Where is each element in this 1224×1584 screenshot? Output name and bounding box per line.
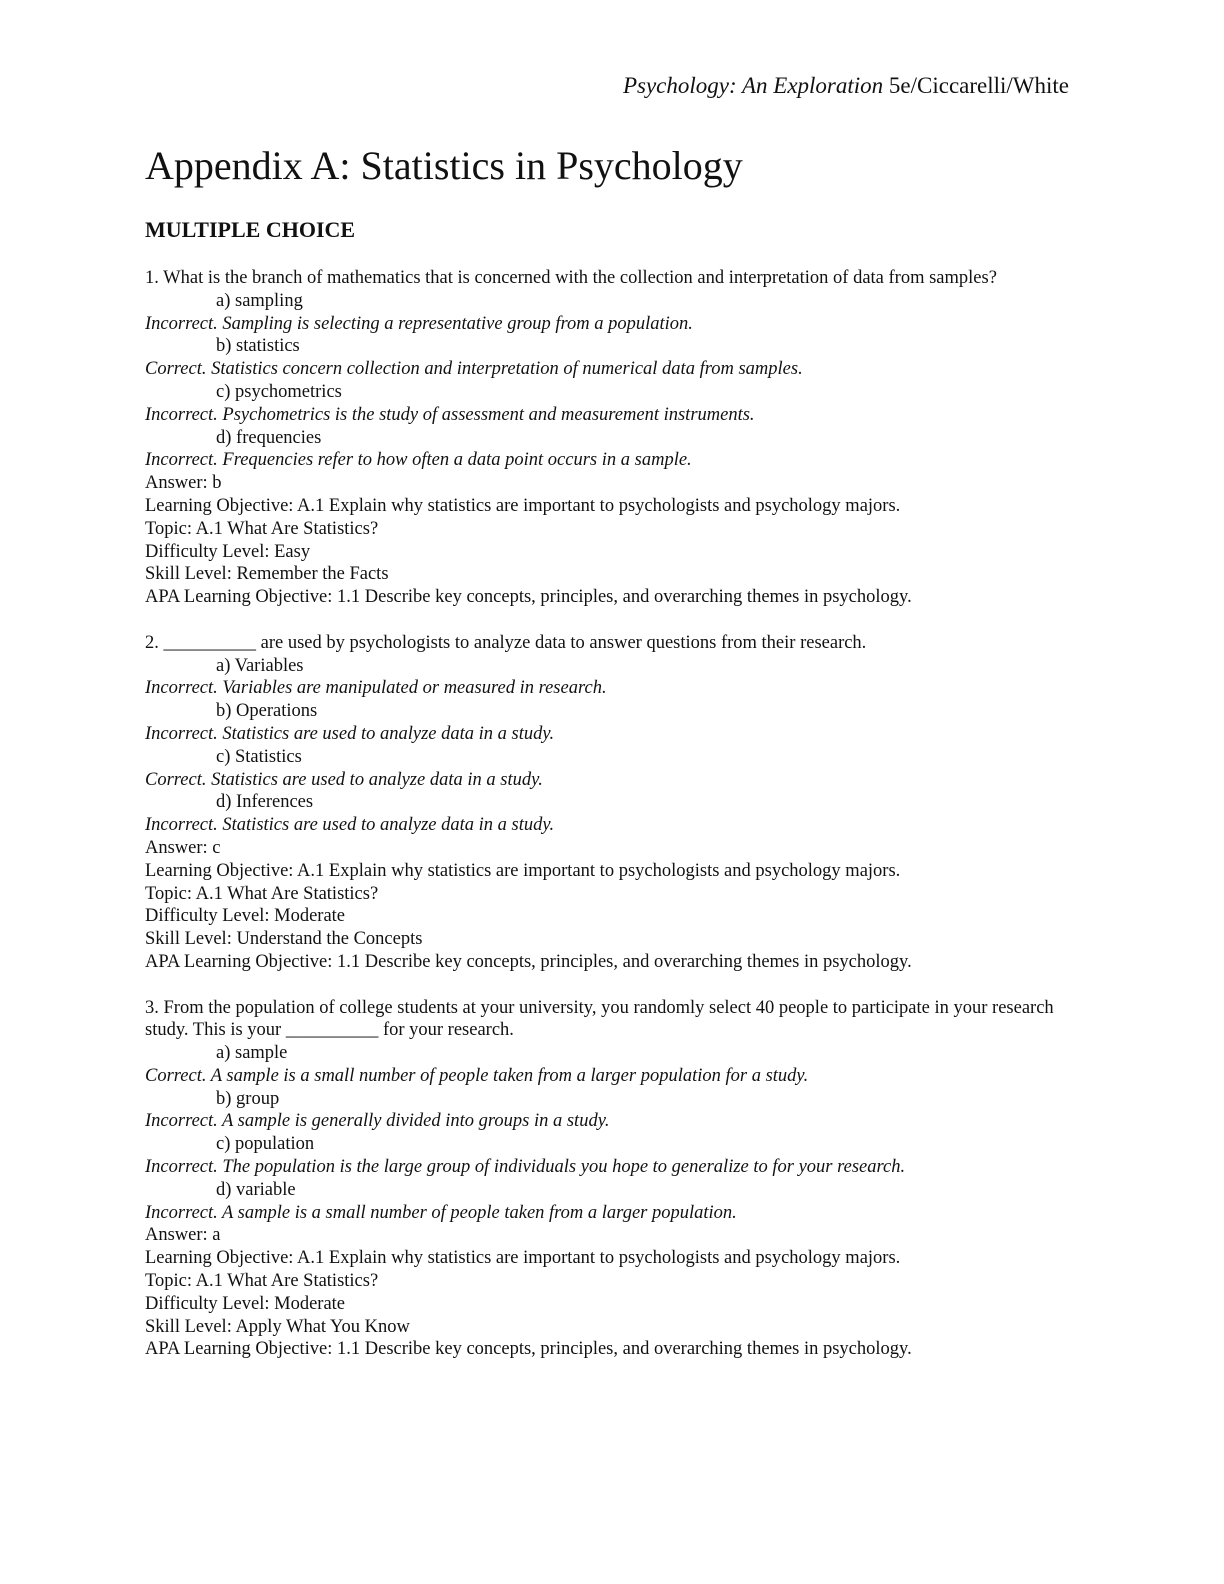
- difficulty-level: Difficulty Level: Moderate: [145, 1293, 346, 1314]
- question-list: [145, 267, 1075, 1384]
- choice-b-feedback: Incorrect. Statistics are used to analyze data in a study.: [145, 723, 555, 744]
- choice-d-feedback: Incorrect. Statistics are used to analyze data in a study.: [145, 815, 555, 836]
- question-1: [145, 267, 1075, 609]
- choice-d: d) variable: [216, 1179, 296, 1200]
- question-3: [145, 997, 1075, 1362]
- choice-d-feedback: Incorrect. A sample is a small number of people taken from a larger population.: [145, 1202, 737, 1223]
- choice-a-feedback: Correct. A sample is a small number of people taken from a larger population for a study.: [145, 1065, 809, 1086]
- learning-objective: Learning Objective: A.1 Explain why statistics are important to psychologists and psychology majors.: [145, 860, 901, 881]
- answer: Answer: c: [145, 837, 221, 858]
- choice-a: a) sampling: [216, 290, 303, 311]
- choice-c-feedback: Incorrect. Psychometrics is the study of assessment and measurement instruments.: [145, 404, 755, 425]
- page-title: Appendix A: Statistics in Psychology: [145, 143, 743, 188]
- question-stem: 1. What is the branch of mathematics that is concerned with the collection and interpretation of data from samples?: [145, 268, 997, 288]
- choice-a-feedback: Incorrect. Sampling is selecting a representative group from a population.: [145, 313, 693, 334]
- choice-b: b) group: [216, 1088, 280, 1109]
- choice-d: d) Inferences: [216, 792, 314, 813]
- choice-a: a) Variables: [216, 655, 304, 676]
- question-stem: 3. From the population of college students at your university, you randomly select 40 people to participate in your research study. This is your __________ for your research.: [145, 997, 1054, 1041]
- topic: Topic: A.1 What Are Statistics?: [145, 1271, 379, 1292]
- choice-b: b) statistics: [216, 336, 300, 357]
- skill-level: Skill Level: Apply What You Know: [145, 1316, 410, 1337]
- learning-objective: Learning Objective: A.1 Explain why statistics are important to psychologists and psychology majors.: [145, 1248, 901, 1269]
- topic: Topic: A.1 What Are Statistics?: [145, 883, 379, 904]
- answer: Answer: b: [145, 473, 222, 494]
- choice-c: c) population: [216, 1134, 315, 1155]
- choice-c-feedback: Incorrect. The population is the large group of individuals you hope to generalize to for your research.: [145, 1157, 906, 1178]
- running-header: [623, 72, 1069, 100]
- answer: Answer: a: [145, 1225, 221, 1246]
- choice-b-feedback: Correct. Statistics concern collection and interpretation of numerical data from samples.: [145, 359, 803, 380]
- choice-b-feedback: Incorrect. A sample is generally divided into groups in a study.: [145, 1111, 610, 1132]
- apa-learning-objective: APA Learning Objective: 1.1 Describe key concepts, principles, and overarching themes in psychology.: [145, 1339, 912, 1360]
- choice-a-feedback: Incorrect. Variables are manipulated or measured in research.: [145, 678, 607, 699]
- book-edition-authors: 5e/Ciccarelli/White: [883, 73, 1069, 98]
- difficulty-level: Difficulty Level: Easy: [145, 541, 311, 562]
- book-title: Psychology: An Exploration: [622, 73, 884, 98]
- choice-a: a) sample: [216, 1043, 288, 1064]
- choice-d: d) frequencies: [216, 427, 322, 448]
- choice-b: b) Operations: [216, 701, 318, 722]
- topic: Topic: A.1 What Are Statistics?: [145, 518, 379, 539]
- skill-level: Skill Level: Understand the Concepts: [145, 929, 423, 950]
- choice-c: c) psychometrics: [216, 381, 342, 402]
- choice-c-feedback: Correct. Statistics are used to analyze data in a study.: [145, 769, 543, 790]
- apa-learning-objective: APA Learning Objective: 1.1 Describe key concepts, principles, and overarching themes in psychology.: [145, 951, 912, 972]
- learning-objective: Learning Objective: A.1 Explain why statistics are important to psychologists and psychology majors.: [145, 495, 901, 516]
- question-2: [145, 632, 1075, 974]
- apa-learning-objective: APA Learning Objective: 1.1 Describe key concepts, principles, and overarching themes in psychology.: [145, 587, 912, 608]
- difficulty-level: Difficulty Level: Moderate: [145, 906, 346, 927]
- skill-level: Skill Level: Remember the Facts: [145, 564, 389, 585]
- choice-d-feedback: Incorrect. Frequencies refer to how often a data point occurs in a sample.: [145, 450, 692, 471]
- question-stem: 2. __________ are used by psychologists to analyze data to answer questions from their research.: [145, 632, 867, 653]
- section-heading: MULTIPLE CHOICE: [145, 217, 356, 242]
- choice-c: c) Statistics: [216, 746, 302, 767]
